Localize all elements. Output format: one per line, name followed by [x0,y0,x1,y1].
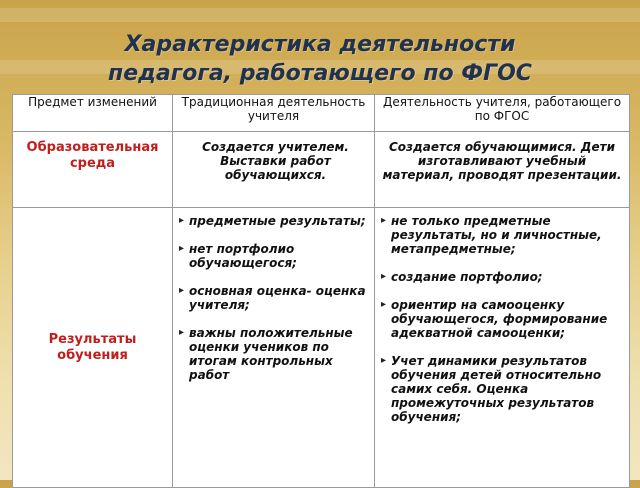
title-line-2: педагога, работающего по ФГОС [108,61,532,86]
table-row [13,208,630,488]
row-traditional-text: Создается учителем. Выставки работ обучающихся. [202,140,349,182]
table-row [13,132,630,208]
row-traditional-cell [173,132,375,208]
header-traditional: Традиционная деятельность учителя [173,95,375,132]
row-subject-cell [13,132,173,208]
comparison-table [12,94,630,488]
header-subject: Предмет изменений [13,95,173,132]
list-item: ▸ нет портфолио обучающегося; [179,242,370,270]
row-fgos-cell [375,132,630,208]
row-subject-cell [13,208,173,488]
list-item: ▸ предметные результаты; [179,214,370,228]
fgos-list [381,214,625,424]
row-subject: Результаты обучения [48,331,137,363]
header-row [13,95,630,132]
row-fgos-cell [375,208,630,488]
row-fgos-text: Создается обучающимися. Дети изготавливают учебный материал, проводят презентации. [382,140,622,182]
list-item: ▸ ориентир на самооценку обучающегося, формирование адекватной самооценки; [381,298,625,340]
list-item: ▸ основная оценка- оценка учителя; [179,284,370,312]
slide-title [0,30,640,88]
title-line-1: Характеристика деятельности [124,32,516,57]
list-item: ▸ Учет динамики результатов обучения детей относительно самих себя. Оценка промежуточных результатов обучения; [381,354,625,424]
list-item: ▸ не только предметные результаты, но и личностные, метапредметные; [381,214,625,256]
row-subject: Образовательная среда [26,140,159,171]
row-traditional-cell [173,208,375,488]
list-item: ▸ создание портфолио; [381,270,625,284]
header-fgos: Деятельность учителя, работающего по ФГОС [375,95,630,132]
list-item: ▸ важны положительные оценки учеников по итогам контрольных работ [179,326,370,382]
traditional-list [179,214,370,382]
